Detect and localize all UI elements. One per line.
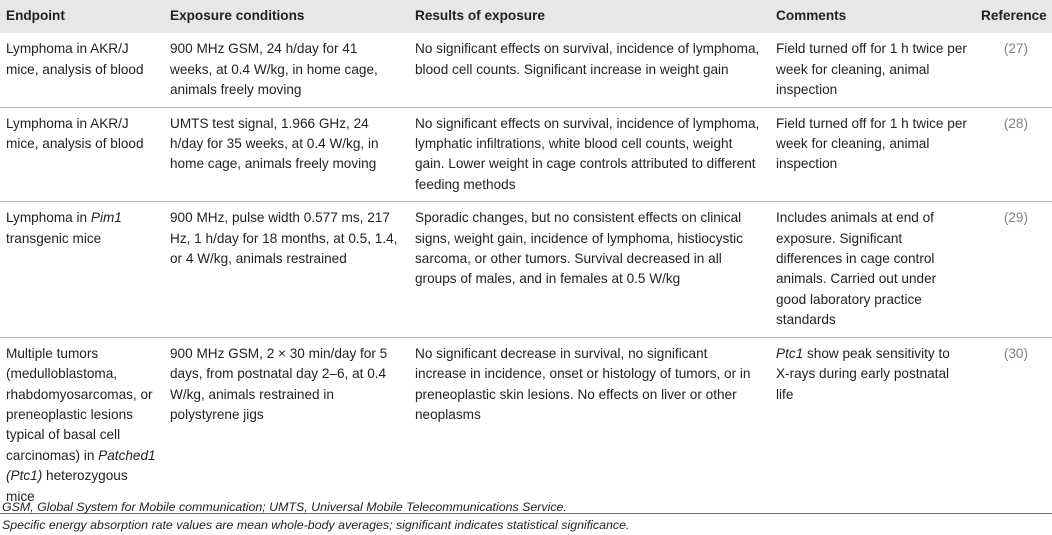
exposure-cell: 900 MHz GSM, 2 × 30 min/day for 5 days, from postnatal day 2–6, at 0.4 W/kg, animals restrained in polystyrene jigs	[164, 337, 409, 513]
exposure-cell: 900 MHz, pulse width 0.577 ms, 217 Hz, 1 h/day for 18 months, at 0.5, 1.4, or 4 W/kg, animals restrained	[164, 202, 409, 337]
table-header	[0, 0, 1052, 33]
endpoint-cell	[0, 337, 164, 513]
reference-cell: (30)	[975, 337, 1052, 513]
header-comments: Comments	[776, 8, 847, 23]
comments-text: show peak sensitivity to X-rays during early postnatal life	[776, 345, 950, 402]
results-cell: No significant decrease in survival, no significant increase in incidence, onset or histology of tumors, or in preneoplastic skin lesions. No effects on liver or other neoplasms	[409, 337, 770, 513]
header-reference: Reference	[981, 8, 1047, 23]
endpoint-cell	[0, 202, 164, 337]
reference-cell: (27)	[1003, 41, 1028, 57]
header-results-of-exposure: Results of exposure	[415, 8, 545, 23]
comments-cell: Field turned off for 1 h twice per week for cleaning, animal inspection	[776, 41, 967, 98]
exposure-cell: UMTS test signal, 1.966 GHz, 24 h/day for 35 weeks, at 0.4 W/kg, in home cage, animals freely moving	[164, 107, 409, 202]
comments-cell: Includes animals at end of exposure. Significant differences in cage control animals. Carried out under good laboratory practice standards	[770, 202, 975, 337]
endpoint-text: Multiple tumors (medulloblastoma, rhabdomyosarcomas, or preneoplastic lesions typical of basal cell carcinomas) in	[6, 345, 153, 463]
endpoint-text: transgenic mice	[6, 230, 102, 246]
header-exposure-conditions: Exposure conditions	[170, 8, 305, 23]
table-row	[0, 33, 1052, 107]
header-endpoint: Endpoint	[6, 8, 65, 23]
table-row	[0, 107, 1052, 202]
table-footnotes	[2, 499, 629, 534]
table-row	[0, 337, 1052, 513]
comments-cell	[770, 337, 975, 513]
results-cell: No significant effects on survival, incidence of lymphoma, blood cell counts. Significant increase in weight gain	[415, 41, 760, 77]
endpoint-text: Lymphoma in	[6, 210, 91, 226]
reference-cell: (29)	[975, 202, 1052, 337]
endpoint-cell: Lymphoma in AKR/J mice, analysis of blood	[6, 41, 144, 77]
table-row	[0, 202, 1052, 337]
header-row	[0, 0, 1052, 33]
footnote-sar-note: Specific energy absorption rate values are mean whole-body averages; significant indicates statistical significance.	[2, 517, 630, 532]
footnote-abbreviations: GSM, Global System for Mobile communication; UMTS, Universal Mobile Telecommunications Service.	[2, 500, 567, 514]
gene-name: Ptc1	[776, 345, 804, 361]
table-body	[0, 33, 1052, 513]
results-cell: No significant effects on survival, incidence of lymphoma, lymphatic infiltrations, white blood cell counts, weight gain. Lower weight in cage controls attributed to different feeding methods	[409, 107, 770, 202]
results-cell: Sporadic changes, but no consistent effects on clinical signs, weight gain, incidence of lymphoma, histiocystic sarcoma, or other tumors. Survival decreased in all groups of males, and in females at 0.5 W/kg	[409, 202, 770, 337]
endpoint-cell: Lymphoma in AKR/J mice, analysis of blood	[0, 107, 164, 202]
gene-name: Pim1	[90, 210, 122, 226]
exposure-cell: 900 MHz GSM, 24 h/day for 41 weeks, at 0.4 W/kg, in home cage, animals freely moving	[170, 41, 378, 98]
reference-cell: (28)	[975, 107, 1052, 202]
gene-name: Patched1 (Ptc1)	[6, 447, 156, 484]
comments-cell: Field turned off for 1 h twice per week for cleaning, animal inspection	[770, 107, 975, 202]
endpoint-text: heterozygous mice	[6, 468, 128, 504]
